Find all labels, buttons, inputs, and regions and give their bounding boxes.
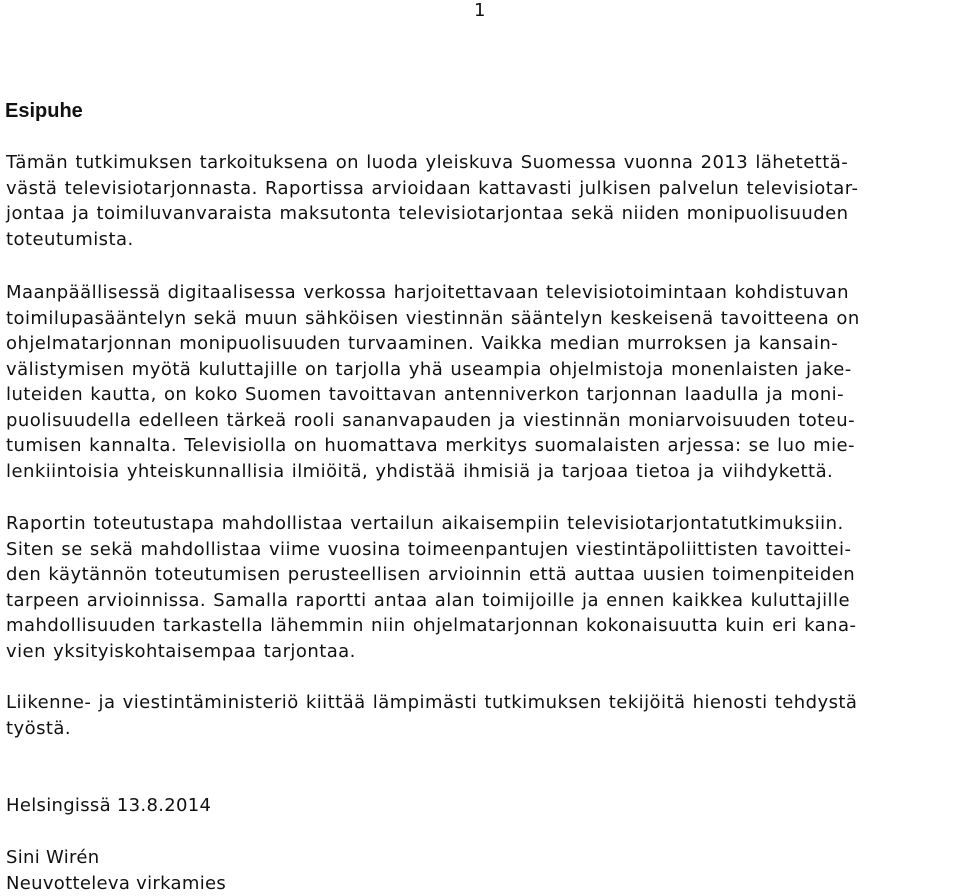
paragraph-intro (6, 150, 956, 252)
paragraph-line: Siten se sekä mahdollistaa viime vuosina toimeenpantujen viestintäpoliittisten tavoittei- (6, 537, 956, 563)
paragraph-regulation (6, 280, 956, 484)
paragraph-line: Tämän tutkimuksen tarkoituksena on luoda yleiskuva Suomessa vuonna 2013 lähetettä- (6, 150, 956, 176)
paragraph-line: tarpeen arvioinnissa. Samalla raportti antaa alan toimijoille ja ennen kaikkea kuluttajille (6, 588, 956, 614)
paragraph-line: toimilupasääntelyn sekä muun sähköisen viestinnän sääntelyn keskeisenä tavoitteena on (6, 306, 956, 332)
paragraph-line: luteiden kautta, on koko Suomen tavoittavan antenniverkon tarjonnan laadulla ja moni- (6, 382, 956, 408)
paragraph-line: mahdollisuuden tarkastella lähemmin niin ohjelmatarjonnan kokonaisuutta kuin eri kana- (6, 613, 956, 639)
paragraph-line: den käytännön toteutumisen perusteellisen arvioinnin että auttaa uusien toimenpiteiden (6, 562, 956, 588)
signature-block (6, 845, 226, 896)
paragraph-line: Maanpäällisessä digitaalisessa verkossa harjoitettavaan televisiotoimintaan kohdistuvan (6, 280, 956, 306)
signature-name: Sini Wirén (6, 845, 226, 871)
signature-title: Neuvotteleva virkamies (6, 871, 226, 896)
paragraph-line: toteutumista. (6, 227, 956, 253)
paragraph-line: jontaa ja toimiluvanvaraista maksutonta televisiotarjontaa sekä niiden monipuolisuuden (6, 201, 956, 227)
paragraph-line: työstä. (6, 716, 956, 742)
paragraph-method (6, 511, 956, 664)
page-number: 1 (474, 0, 485, 22)
paragraph-line: puolisuudella edelleen tärkeä rooli sananvapauden ja viestinnän moniarvoisuuden toteu- (6, 408, 956, 434)
paragraph-line: vien yksityiskohtaisempaa tarjontaa. (6, 639, 956, 665)
paragraph-thanks (6, 690, 956, 741)
paragraph-line: välistymisen myötä kuluttajille on tarjolla yhä useampia ohjelmistoja monenlaisten jake- (6, 357, 956, 383)
paragraph-line: Liikenne- ja viestintäministeriö kiittää lämpimästi tutkimuksen tekijöitä hienosti tehdystä (6, 690, 956, 716)
paragraph-line: Raportin toteutustapa mahdollistaa vertailun aikaisempiin televisiotarjontatutkimuksiin. (6, 511, 956, 537)
page-title: Esipuhe (5, 98, 83, 124)
date-line: Helsingissä 13.8.2014 (6, 793, 211, 819)
paragraph-line: västä televisiotarjonnasta. Raportissa arvioidaan kattavasti julkisen palvelun televisiotar- (6, 176, 956, 202)
paragraph-line: tumisen kannalta. Televisiolla on huomattava merkitys suomalaisten arjessa: se luo mie- (6, 433, 956, 459)
paragraph-line: ohjelmatarjonnan monipuolisuuden turvaaminen. Vaikka median murroksen ja kansain- (6, 331, 956, 357)
paragraph-line: lenkiintoisia yhteiskunnallisia ilmiöitä, yhdistää ihmisiä ja tarjoaa tietoa ja viihdykettä. (6, 459, 956, 485)
